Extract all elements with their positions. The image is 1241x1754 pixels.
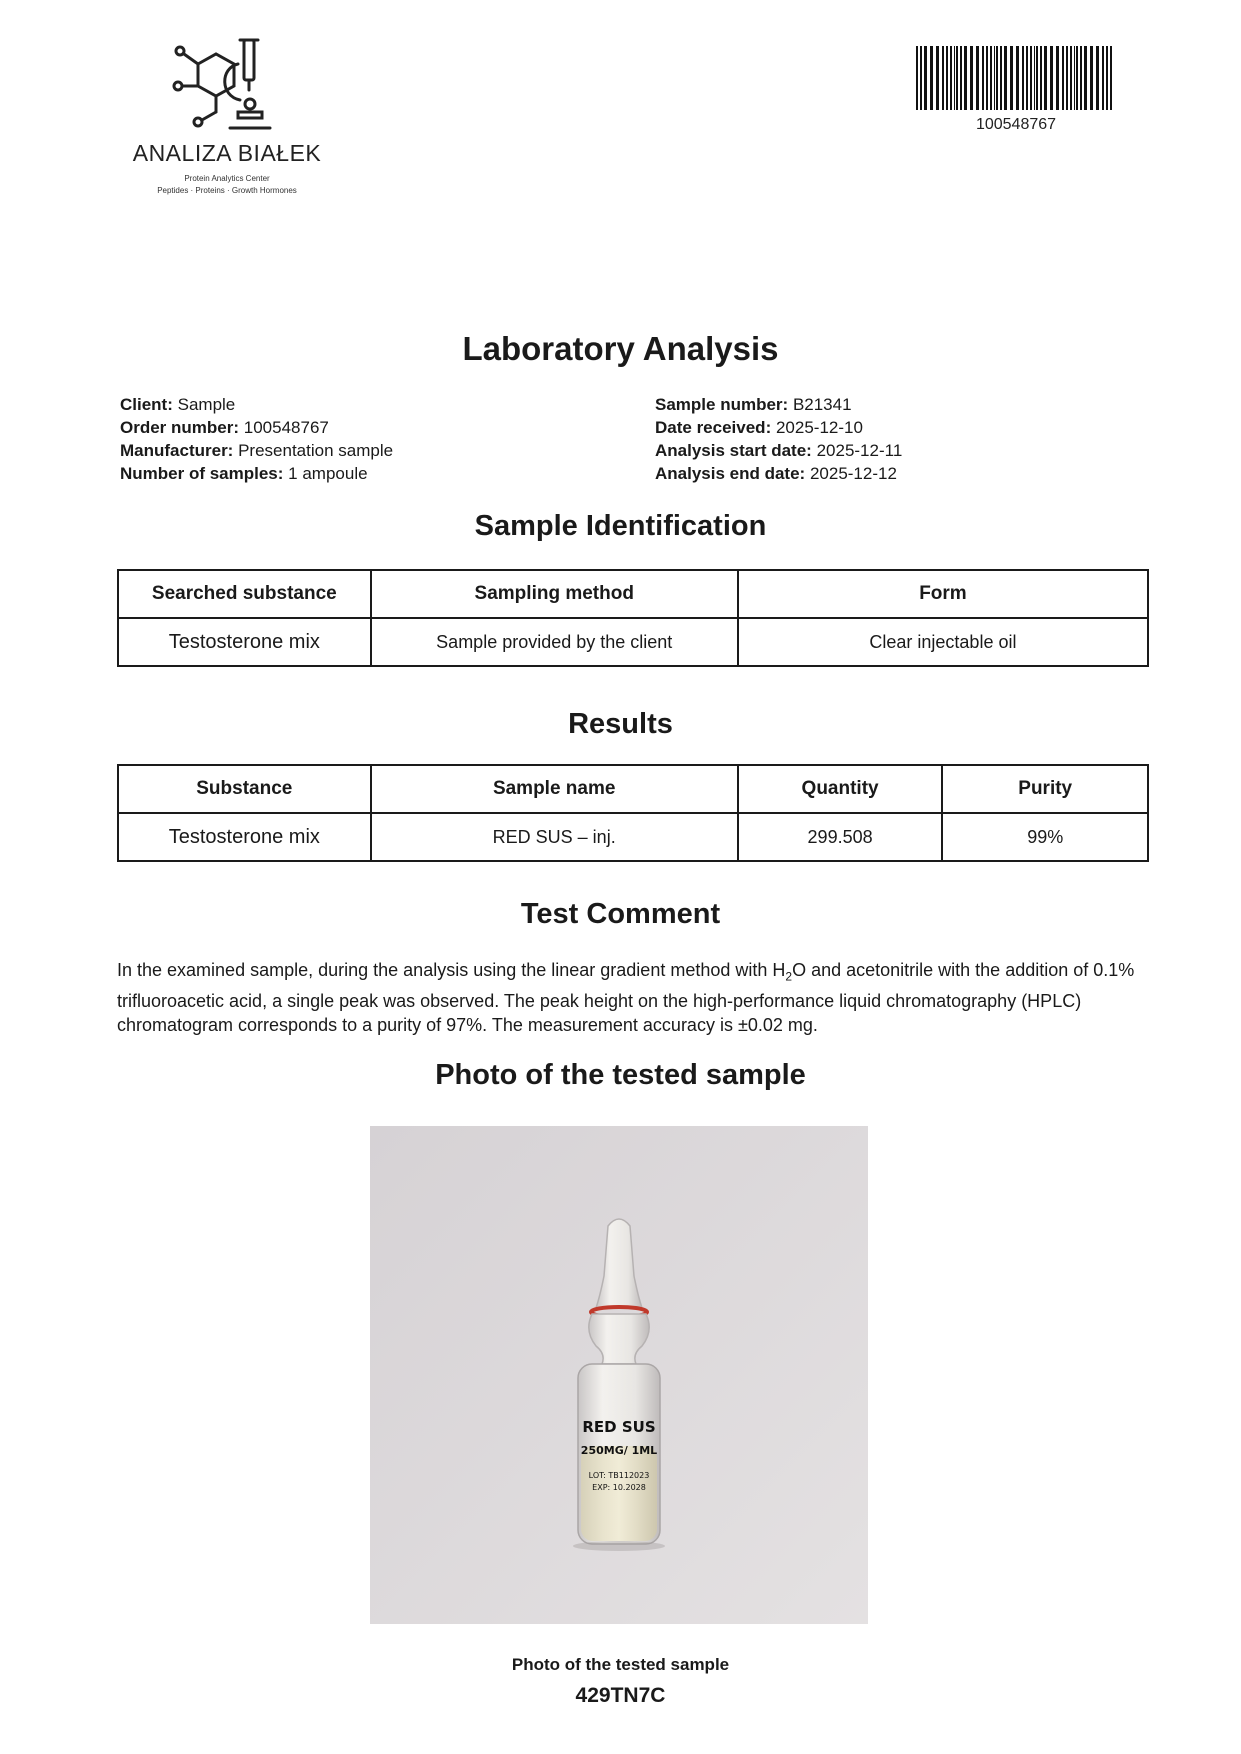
info-manufacturer: Manufacturer: Presentation sample bbox=[120, 441, 394, 460]
table-header: Sample name bbox=[371, 765, 738, 813]
info-analysis-end: Analysis end date: 2025-12-12 bbox=[655, 464, 897, 483]
results-table bbox=[117, 764, 1149, 862]
barcode-bar bbox=[1010, 46, 1013, 110]
barcode-bar bbox=[1026, 46, 1028, 110]
barcode-bar bbox=[950, 46, 952, 110]
barcode-bar bbox=[1034, 46, 1035, 110]
table-header: Sampling method bbox=[371, 570, 738, 618]
barcode-bar bbox=[1040, 46, 1042, 110]
barcode-bar bbox=[986, 46, 988, 110]
lab-name: ANALIZA BIAŁEK bbox=[132, 140, 322, 166]
barcode-bar bbox=[1102, 46, 1104, 110]
barcode-bar bbox=[996, 46, 998, 110]
barcode-bar bbox=[1050, 46, 1053, 110]
barcode bbox=[916, 46, 1116, 134]
identification-heading: Sample Identification bbox=[474, 510, 767, 542]
barcode-bar bbox=[964, 46, 967, 110]
barcode-bar bbox=[970, 46, 973, 110]
barcode-bar bbox=[1106, 46, 1108, 110]
barcode-bar bbox=[1066, 46, 1068, 110]
barcode-bar bbox=[982, 46, 984, 110]
barcode-bar bbox=[1070, 46, 1072, 110]
barcode-bar bbox=[954, 46, 955, 110]
verification-code: 429TN7C bbox=[575, 1684, 666, 1707]
photo-heading: Photo of the tested sample bbox=[435, 1059, 806, 1091]
test-comment-text: In the examined sample, during the analysis using the linear gradient method with $H_2O$ and acetonitrile with the addition of 0.1% trifluoroacetic acid, a single peak was observed. The peak height on the high-performance liquid chromatography (HPLC) chromatogram corresponds to a purity of 97%. The measurement accuracy is ±0.02 mg. bbox=[117, 960, 1135, 1035]
barcode-bar bbox=[924, 46, 927, 110]
identification-table bbox=[117, 569, 1149, 667]
barcode-bar bbox=[1000, 46, 1002, 110]
ampoule-lot-label: LOT: TB112023 bbox=[588, 1471, 650, 1480]
barcode-bar bbox=[990, 46, 992, 110]
table-cell: Testosterone mix bbox=[118, 813, 371, 861]
ampoule-dose-label: 250MG/ 1ML bbox=[580, 1444, 658, 1457]
sample-photo bbox=[370, 1126, 868, 1624]
barcode-bar bbox=[946, 46, 948, 110]
info-sample-number: Sample number: B21341 bbox=[655, 395, 852, 414]
barcode-bar bbox=[916, 46, 918, 110]
barcode-bar bbox=[1110, 46, 1112, 110]
barcode-bar bbox=[1084, 46, 1087, 110]
table-cell: 99% bbox=[942, 813, 1148, 861]
molecule-microscope-icon bbox=[168, 34, 288, 134]
ampoule-brand-label: RED SUS bbox=[582, 1418, 656, 1436]
barcode-bar bbox=[994, 46, 995, 110]
barcode-number: 100548767 bbox=[975, 116, 1057, 133]
photo-caption: Photo of the tested sample bbox=[511, 1655, 730, 1674]
barcode-bar bbox=[1056, 46, 1059, 110]
barcode-bar bbox=[1016, 46, 1019, 110]
barcode-bar bbox=[1096, 46, 1099, 110]
info-left bbox=[120, 393, 393, 485]
barcode-bar bbox=[1036, 46, 1038, 110]
barcode-bar bbox=[956, 46, 958, 110]
barcode-bar bbox=[1044, 46, 1047, 110]
barcode-bar bbox=[1080, 46, 1082, 110]
barcode-bar bbox=[1004, 46, 1007, 110]
barcode-bar bbox=[976, 46, 979, 110]
table-header: Form bbox=[738, 570, 1148, 618]
barcode-bar bbox=[1090, 46, 1093, 110]
table-header: Purity bbox=[942, 765, 1148, 813]
table-row bbox=[118, 618, 1148, 666]
info-order-number: Order number: 100548767 bbox=[120, 418, 329, 437]
ampoule-image bbox=[370, 1126, 868, 1624]
barcode-bar bbox=[936, 46, 939, 110]
lab-tagline: Protein Analytics Center bbox=[184, 174, 270, 183]
info-number-of-samples: Number of samples: 1 ampoule bbox=[120, 464, 368, 483]
page-title: Laboratory Analysis bbox=[462, 330, 779, 367]
comment-heading: Test Comment bbox=[520, 898, 721, 930]
barcode-bar bbox=[1076, 46, 1078, 110]
results-heading: Results bbox=[568, 708, 673, 740]
table-cell: 299.508 bbox=[738, 813, 943, 861]
barcode-bar bbox=[930, 46, 933, 110]
table-header: Searched substance bbox=[118, 570, 371, 618]
table-cell: Sample provided by the client bbox=[371, 618, 738, 666]
info-analysis-start: Analysis start date: 2025-12-11 bbox=[655, 441, 903, 460]
barcode-bar bbox=[942, 46, 944, 110]
table-header: Quantity bbox=[738, 765, 943, 813]
barcode-bar bbox=[1062, 46, 1064, 110]
ampoule-exp-label: EXP: 10.2028 bbox=[592, 1483, 646, 1492]
barcode-bar bbox=[1030, 46, 1032, 110]
table-header: Substance bbox=[118, 765, 371, 813]
table-header-row bbox=[118, 765, 1148, 813]
info-client: Client: Sample bbox=[120, 395, 236, 414]
info-right bbox=[655, 393, 902, 485]
table-header-row bbox=[118, 570, 1148, 618]
barcode-bars bbox=[916, 46, 1116, 110]
table-cell: RED SUS – inj. bbox=[371, 813, 738, 861]
lab-logo bbox=[118, 34, 338, 204]
barcode-bar bbox=[1074, 46, 1075, 110]
barcode-bar bbox=[920, 46, 922, 110]
lab-specialties: Peptides · Proteins · Growth Hormones bbox=[157, 186, 297, 195]
table-cell: Testosterone mix bbox=[118, 618, 371, 666]
barcode-bar bbox=[1022, 46, 1024, 110]
info-date-received: Date received: 2025-12-10 bbox=[655, 418, 863, 437]
table-row bbox=[118, 813, 1148, 861]
table-cell: Clear injectable oil bbox=[738, 618, 1148, 666]
barcode-bar bbox=[960, 46, 962, 110]
